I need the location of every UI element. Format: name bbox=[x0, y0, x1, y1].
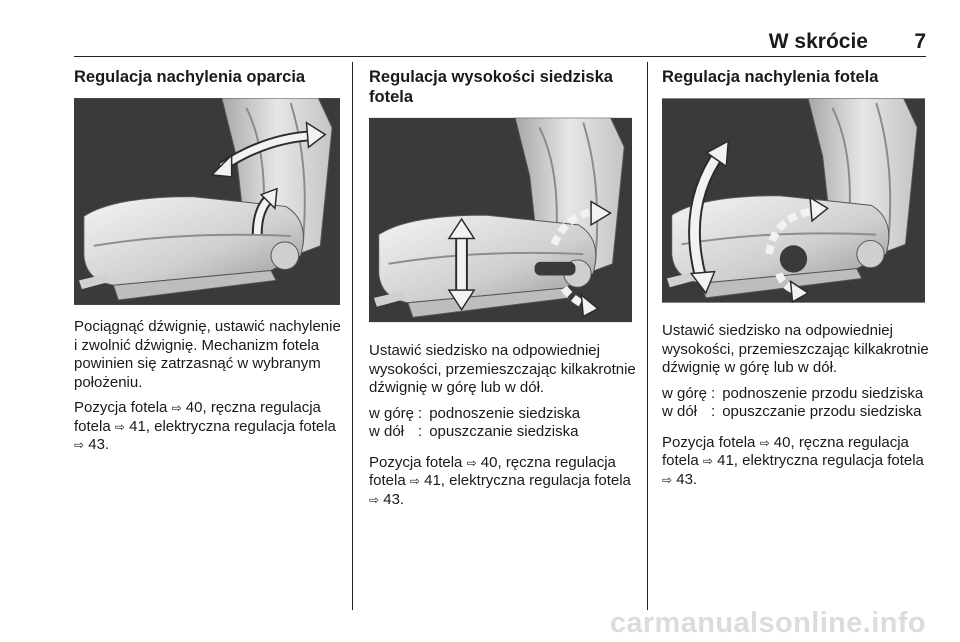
section-seat-tilt bbox=[662, 60, 930, 87]
definition-desc: opuszczanie przodu siedziska bbox=[722, 403, 922, 420]
definition-row bbox=[662, 385, 923, 404]
cross-reference-link[interactable]: 40, ręczna regulacja fotela bbox=[74, 399, 321, 435]
cross-reference-arrow-icon: ⇨ bbox=[466, 455, 477, 470]
definition-row bbox=[369, 405, 580, 424]
cross-reference-arrow-icon: ⇨ bbox=[409, 474, 420, 488]
definition-term: w dół bbox=[662, 403, 698, 420]
section-seat-height-text bbox=[369, 342, 639, 516]
section-seat-tilt-text bbox=[662, 322, 932, 496]
definition-row bbox=[369, 423, 580, 442]
instruction-paragraph: Ustawić siedzisko na odpowiedniej wysokości, przemieszczając kilkakrotnie dźwignię w górę lub w dół. bbox=[369, 342, 636, 396]
definition-separator: : bbox=[418, 404, 423, 422]
cross-reference-link[interactable]: 41, elektryczna regulacja fotela bbox=[717, 452, 924, 469]
cross-reference-link[interactable]: 40, ręczna regulacja fotela bbox=[369, 453, 616, 489]
seat-backrest-illustration bbox=[74, 98, 340, 305]
section-backrest-text bbox=[74, 318, 344, 462]
instruction-paragraph: Ustawić siedzisko na odpowiedniej wysokości, przemieszczając kilkakrotnie dźwignię w górę lub w dół. bbox=[662, 322, 929, 376]
column-divider bbox=[647, 62, 648, 610]
cross-reference-link[interactable]: 43. bbox=[88, 436, 110, 453]
section-backrest bbox=[74, 60, 342, 87]
cross-reference: Pozycja fotela ⇨ 40, ręczna regulacja fotela ⇨ 41, elektryczna regulacja fotela ⇨ 43. bbox=[74, 399, 336, 453]
cross-reference-arrow-icon: ⇨ bbox=[171, 401, 182, 415]
definition-term: w dół bbox=[369, 423, 405, 440]
cross-reference: Pozycja fotela ⇨ 40, ręczna regulacja fotela ⇨ 41, elektryczna regulacja fotela ⇨ 43. bbox=[369, 453, 631, 508]
lever-icon bbox=[780, 245, 807, 272]
cross-reference-link[interactable]: 43. bbox=[676, 470, 698, 488]
cross-reference-link[interactable]: 43. bbox=[383, 490, 405, 508]
definition-term: w górę bbox=[662, 384, 708, 402]
section-heading: Regulacja nachylenia fotela bbox=[662, 68, 879, 86]
definition-separator: : bbox=[711, 403, 716, 420]
page-number: 7 bbox=[914, 30, 926, 53]
column-divider bbox=[352, 62, 353, 610]
definition-separator: : bbox=[711, 384, 716, 402]
definition-list bbox=[369, 405, 580, 442]
seat-tilt-illustration bbox=[662, 97, 925, 304]
definition-term: w górę bbox=[369, 404, 415, 422]
cross-reference-link[interactable]: 41, elektryczna regulacja fotela bbox=[129, 417, 336, 435]
cross-reference-arrow-icon: ⇨ bbox=[369, 492, 380, 507]
definition-desc: podnoszenie siedziska bbox=[429, 404, 581, 422]
definition-desc: opuszczanie siedziska bbox=[429, 423, 579, 440]
page-header bbox=[74, 26, 926, 56]
cross-reference-link[interactable]: 40, ręczna regulacja fotela bbox=[662, 433, 909, 469]
header-rule bbox=[74, 56, 926, 57]
seat-height-illustration bbox=[369, 116, 632, 324]
definition-list bbox=[662, 385, 923, 422]
page-title: W skrócie bbox=[768, 30, 868, 53]
cross-reference-arrow-icon: ⇨ bbox=[759, 435, 770, 450]
section-heading: Regulacja nachylenia oparcia bbox=[74, 68, 306, 86]
watermark: carmanualsonline.info bbox=[609, 607, 926, 639]
definition-desc: podnoszenie przodu siedziska bbox=[722, 384, 924, 402]
lever-icon bbox=[535, 262, 576, 276]
cross-reference-arrow-icon: ⇨ bbox=[702, 454, 713, 468]
cross-reference-arrow-icon: ⇨ bbox=[662, 472, 673, 487]
cross-reference-arrow-icon: ⇨ bbox=[114, 419, 125, 434]
section-heading: Regulacja wysokości siedziska fotela bbox=[369, 68, 613, 106]
definition-separator: : bbox=[418, 423, 423, 440]
cross-reference: Pozycja fotela ⇨ 40, ręczna regulacja fotela ⇨ 41, elektryczna regulacja fotela ⇨ 43. bbox=[662, 433, 924, 488]
instruction-paragraph: Pociągnąć dźwignię, ustawić nachylenie i zwolnić dźwignię. Mechanizm fotela powinien się zatrzasnąć w wybranym położeniu. bbox=[74, 318, 341, 391]
cross-reference-link[interactable]: 41, elektryczna regulacja fotela bbox=[424, 472, 631, 489]
definition-row bbox=[662, 403, 923, 422]
cross-reference-arrow-icon: ⇨ bbox=[74, 438, 85, 452]
section-seat-height bbox=[369, 60, 637, 107]
